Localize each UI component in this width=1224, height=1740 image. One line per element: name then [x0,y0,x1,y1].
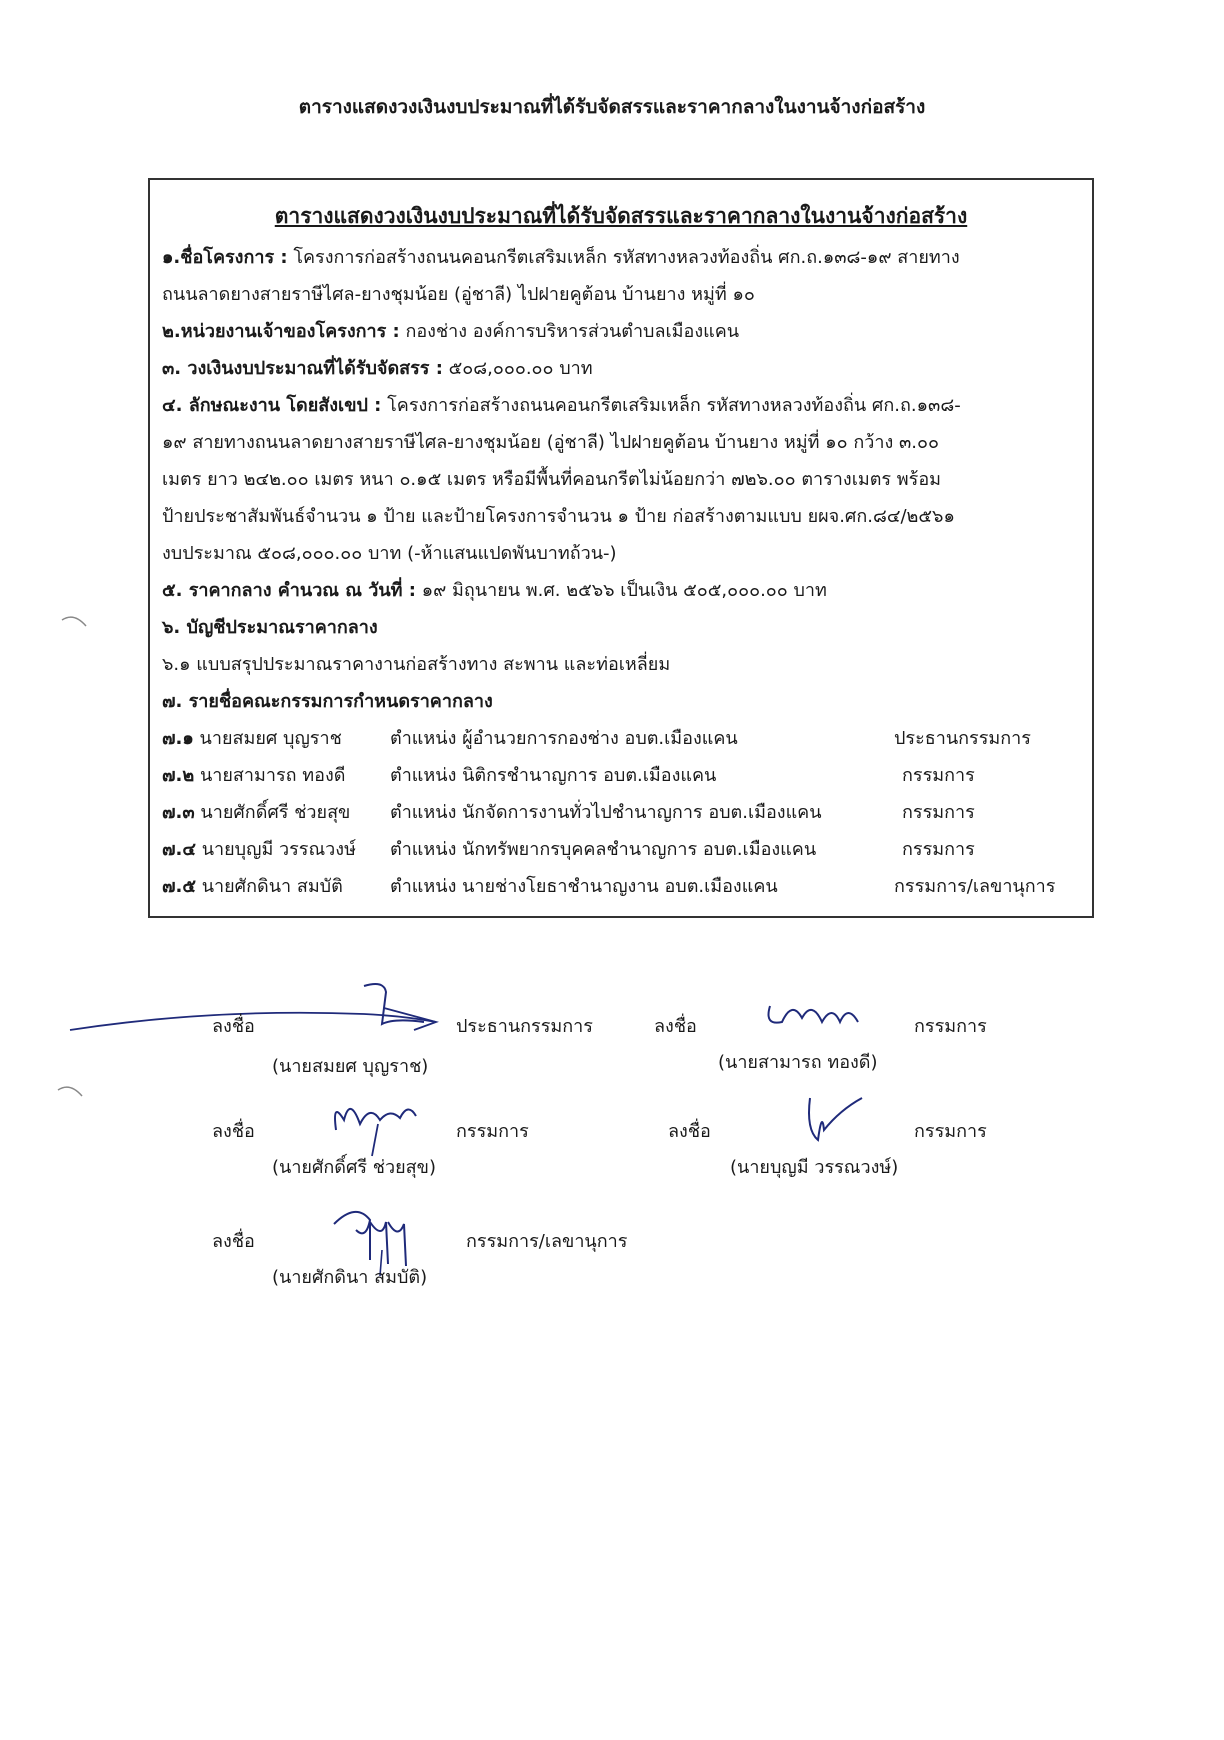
margin-mark [56,1080,86,1110]
item1-line2: ถนนลาดยางสายราษีไศล-ยางชุมน้อย (อู่ชาลี) ไปฝายคูต้อน บ้านยาง หมู่ที่ ๑๐ [162,284,755,305]
item6-line [162,612,378,641]
committee-role: กรรมการ [902,765,975,786]
committee-name: นายศักดิ์ศรี ช่วยสุข [194,802,351,823]
item5-text: ๑๙ มิถุนายน พ.ศ. ๒๕๖๖ เป็นเงิน ๕๐๕,๐๐๐.๐๐ บาท [415,580,827,601]
signer-5-role: กรรมการ/เลขานุการ [466,1231,628,1252]
committee-position: ตำแหน่ง นายช่างโยธาชำนาญงาน อบต.เมืองแคน [390,876,778,897]
item5-label: ๕. ราคากลาง คำนวณ ณ วันที่ : [162,580,416,601]
item4-line3: เมตร ยาว ๒๔๒.๐๐ เมตร หนา ๐.๑๕ เมตร หรือมีพื้นที่คอนกรีตไม่น้อยกว่า ๗๒๖.๐๐ ตารางเมตร พร้อม [162,469,942,490]
signer-4-name: (นายบุญมี วรรณวงษ์) [730,1157,899,1178]
item1-text: โครงการก่อสร้างถนนคอนกรีตเสริมเหล็ก รหัสทางหลวงท้องถิ่น ศก.ถ.๑๓๘-๑๙ สายทาง [287,247,960,268]
sign-label: ลงชื่อ [212,1121,255,1142]
committee-role: กรรมการ [902,839,975,860]
committee-no: ๗.๒ [162,765,195,786]
committee-name: นายบุญมี วรรณวงษ์ [196,839,356,860]
committee-no: ๗.๓ [162,802,195,823]
committee-position: ตำแหน่ง นักทรัพยากรบุคคลชำนาญการ อบต.เมืองแคน [390,839,817,860]
box-title: ตารางแสดงวงเงินงบประมาณที่ได้รับจัดสรรและราคากลางในงานจ้างก่อสร้าง [274,204,968,228]
sign-label: ลงชื่อ [668,1121,711,1142]
item5-line [162,575,827,604]
signer-4-role: กรรมการ [914,1121,987,1142]
item4-line5: งบประมาณ ๕๐๘,๐๐๐.๐๐ บาท (-ห้าแสนแปดพันบาทถ้วน-) [162,543,617,564]
committee-name: นายสมยศ บุญราช [193,728,342,749]
committee-position: ตำแหน่ง ผู้อำนวยการกองช่าง อบต.เมืองแคน [390,728,738,749]
sign-label: ลงชื่อ [654,1016,697,1037]
item7-line [162,686,493,715]
signer-1-name: (นายสมยศ บุญราช) [272,1056,429,1077]
item3-label: ๓. วงเงินงบประมาณที่ได้รับจัดสรร : [162,358,443,379]
item2-line [162,316,739,345]
signer-1-role: ประธานกรรมการ [456,1016,593,1037]
signer-2-role: กรรมการ [914,1016,987,1037]
item6-label: ๖. บัญชีประมาณราคากลาง [162,617,378,638]
item7-label: ๗. รายชื่อคณะกรรมการกำหนดราคากลาง [162,691,493,712]
signature-mark-2 [762,996,872,1036]
item4-label: ๔. ลักษณะงาน โดยสังเขป : [162,395,382,416]
committee-name: นายสามารถ ทองดี [194,765,346,786]
committee-no: ๗.๔ [162,839,196,860]
committee-position: ตำแหน่ง นิติกรชำนาญการ อบต.เมืองแคน [390,765,717,786]
committee-no: ๗.๑ [162,728,194,749]
committee-no: ๗.๕ [162,876,196,897]
signer-3-name: (นายศักดิ์ศรี ช่วยสุข) [272,1157,436,1178]
item4-line4: ป้ายประชาสัมพันธ์จำนวน ๑ ป้าย และป้ายโครงการจำนวน ๑ ป้าย ก่อสร้างตามแบบ ยผจ.ศก.๘๔/๒๕๖๑ [162,506,955,527]
signature-mark-3 [326,1090,426,1160]
committee-role: กรรมการ/เลขานุการ [894,876,1056,897]
item2-text: กองช่าง องค์การบริหารส่วนตำบลเมืองแคน [399,321,740,342]
committee-position: ตำแหน่ง นักจัดการงานทั่วไปชำนาญการ อบต.เมืองแคน [390,802,822,823]
item1-line [162,242,960,271]
item4-line2: ๑๙ สายทางถนนลาดยางสายราษีไศล-ยางชุมน้อย (อู่ชาลี) ไปฝายคูต้อน บ้านยาง หมู่ที่ ๑๐ กว้าง ๓.๐๐ [162,432,939,453]
sign-label: ลงชื่อ [212,1016,255,1037]
item1-label: ๑.ชื่อโครงการ : [162,247,288,268]
sign-label: ลงชื่อ [212,1231,255,1252]
item3-line [162,353,593,382]
committee-role: ประธานกรรมการ [894,728,1031,749]
margin-mark [60,610,90,640]
item4-line [162,390,961,419]
signature-mark-4 [800,1090,870,1150]
signer-5-name: (นายศักดินา สมบัติ) [272,1267,428,1288]
page-title: ตารางแสดงวงเงินงบประมาณที่ได้รับจัดสรรและราคากลางในงานจ้างก่อสร้าง [298,96,926,118]
budget-info-box [148,178,1094,918]
item3-text: ๕๐๘,๐๐๐.๐๐ บาท [442,358,593,379]
committee-role: กรรมการ [902,802,975,823]
item2-label: ๒.หน่วยงานเจ้าของโครงการ : [162,321,400,342]
item4-text: โครงการก่อสร้างถนนคอนกรีตเสริมเหล็ก รหัสทางหลวงท้องถิ่น ศก.ถ.๑๓๘- [381,395,961,416]
item6-1-line: ๖.๑ แบบสรุปประมาณราคางานก่อสร้างทาง สะพาน และท่อเหลี่ยม [162,654,671,675]
committee-name: นายศักดินา สมบัติ [196,876,343,897]
signer-3-role: กรรมการ [456,1121,529,1142]
signer-2-name: (นายสามารถ ทองดี) [718,1052,878,1073]
